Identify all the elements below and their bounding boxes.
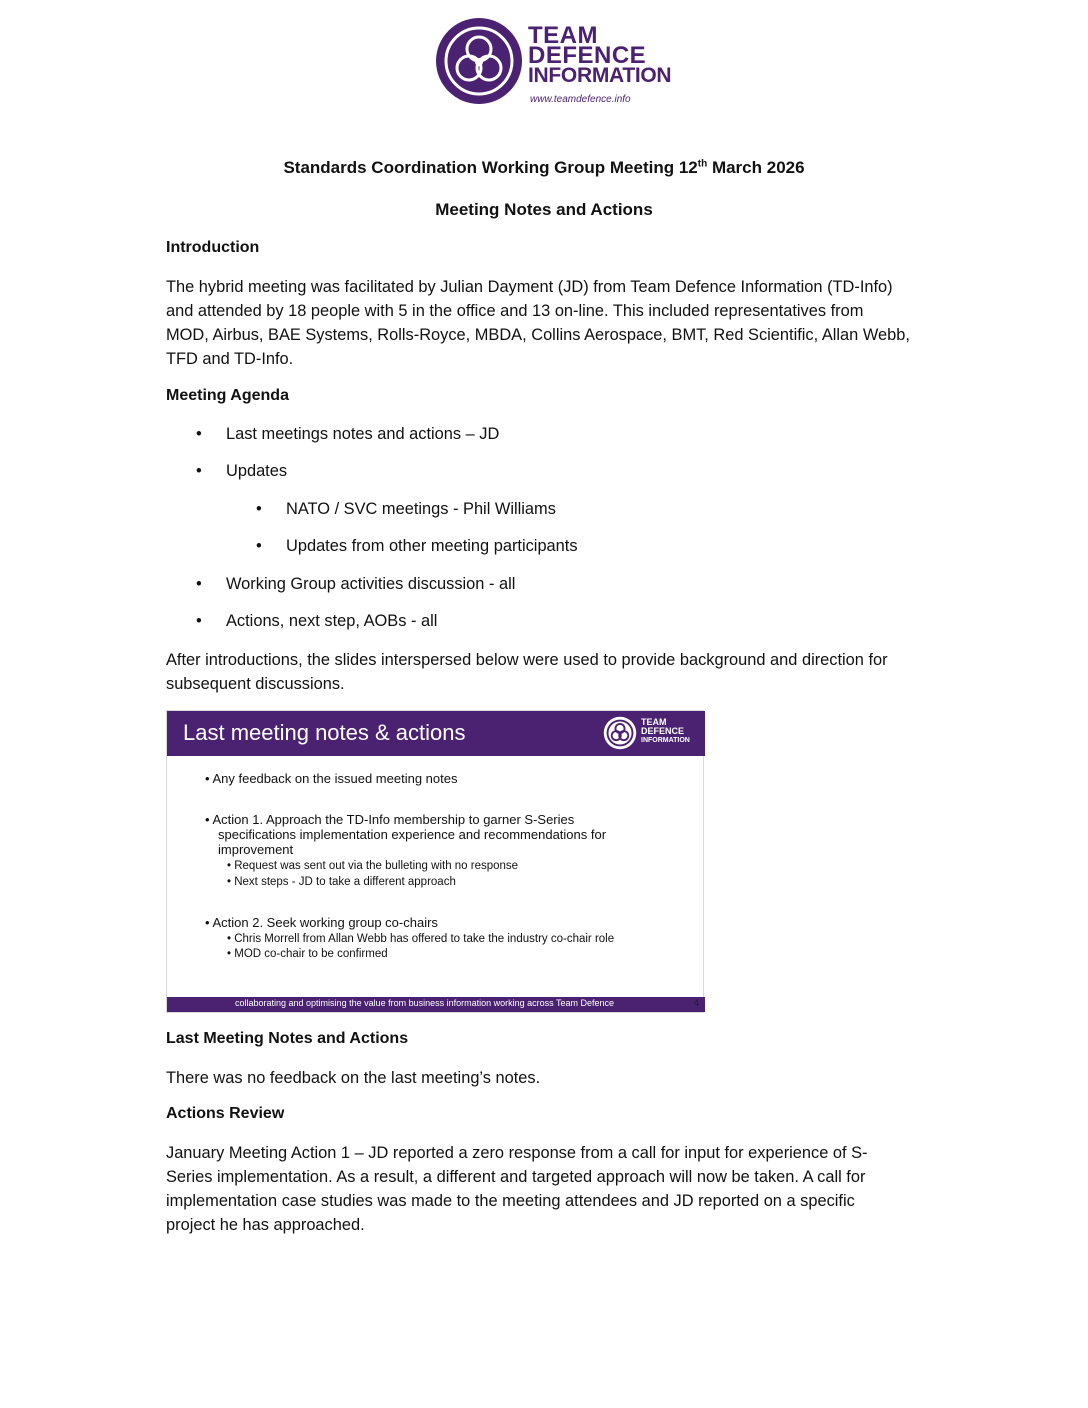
last-meeting-heading: Last Meeting Notes and Actions	[166, 1030, 409, 1047]
last-meeting-text: There was no feedback on the last meeting’s notes.	[166, 1069, 541, 1087]
agenda-item-text: Last meetings notes and actions – JD	[226, 425, 500, 443]
actions-review-heading: Actions Review	[166, 1105, 285, 1122]
slide-subbullet-text: MOD co-chair to be confirmed	[234, 948, 388, 960]
slide-header	[167, 711, 705, 756]
trefoil-logo-icon	[603, 716, 637, 750]
bullet-icon: •	[205, 771, 210, 786]
bullet-icon: •	[227, 948, 232, 960]
slide-footer-text: collaborating and optimising the value from business information working across Team Defence	[235, 998, 615, 1008]
bullet-icon: •	[196, 462, 202, 480]
paragraph-line: implementation case studies was made to the meeting attendees and JD reported on a specific	[166, 1192, 855, 1210]
bullet-icon: •	[227, 933, 232, 945]
introduction-paragraph	[166, 275, 926, 371]
bullet-icon: •	[205, 915, 210, 930]
slide-bullet-text: Any feedback on the issued meeting notes	[212, 771, 458, 786]
slide-bullet	[205, 812, 574, 827]
logo-line-2: DEFENCE	[528, 42, 647, 69]
agenda-item-text: NATO / SVC meetings - Phil Williams	[286, 500, 556, 518]
slide-title: Last meeting notes & actions	[183, 720, 466, 745]
logo-line-1: TEAM	[528, 22, 598, 49]
trefoil-logo-icon	[434, 16, 524, 106]
slide-page-number: 4	[693, 998, 699, 1008]
paragraph-line: Series implementation. As a result, a different and targeted approach will now be taken. A call for	[166, 1168, 866, 1186]
agenda-item-text: Actions, next step, AOBs - all	[226, 612, 438, 630]
slide-bullet-text: Action 2. Seek working group co-chairs	[212, 915, 438, 930]
bullet-icon: •	[227, 876, 232, 888]
slide-logo	[603, 715, 695, 751]
bullet-icon: •	[196, 425, 202, 443]
team-defence-logo	[434, 14, 672, 110]
agenda-item-text: Working Group activities discussion - all	[226, 575, 516, 593]
slide-bullet-continuation: improvement	[218, 842, 294, 857]
paragraph-line: subsequent discussions.	[166, 675, 345, 693]
slide-logo-line-1: TEAM	[641, 717, 667, 727]
introduction-line: MOD, Airbus, BAE Systems, Rolls-Royce, MBDA, Collins Aerospace, BMT, Red Scientific, Allan Webb,	[166, 326, 910, 344]
slide-subbullet	[227, 947, 388, 962]
paragraph-line: January Meeting Action 1 – JD reported a zero response from a call for input for experience of S-	[166, 1144, 868, 1162]
document-subtitle: Meeting Notes and Actions	[435, 200, 653, 219]
agenda-heading: Meeting Agenda	[166, 387, 289, 404]
logo-line-3: INFORMATION	[528, 64, 672, 87]
slide-logo-line-2: DEFENCE	[641, 726, 685, 736]
slide-bullet-continuation: specifications implementation experience and recommendations for	[218, 827, 607, 842]
slide-logo-wordmark	[641, 718, 690, 745]
introduction-line: and attended by 18 people with 5 in the office and 13 on-line. This included representatives from	[166, 302, 864, 320]
bullet-icon: •	[227, 860, 232, 872]
title-main: Standards Coordination Working Group Meeting 12	[283, 158, 698, 177]
slide-subbullet-text: Request was sent out via the bulleting with no response	[234, 860, 519, 872]
paragraph-line: project he has approached.	[166, 1216, 365, 1234]
agenda-item-text: Updates from other meeting participants	[286, 537, 578, 555]
slide-subbullet-text: Chris Morrell from Allan Webb has offered to take the industry co-chair role	[234, 933, 615, 945]
after-introductions-paragraph	[166, 648, 926, 696]
document-title	[0, 158, 1088, 178]
slide-subbullet-text: Next steps - JD to take a different approach	[234, 876, 456, 888]
slide-bullet	[205, 915, 438, 930]
logo-wordmark	[528, 22, 672, 87]
logo-url: www.teamdefence.info	[530, 94, 631, 105]
introduction-line: TFD and TD-Info.	[166, 350, 294, 368]
slide-subbullet	[227, 859, 518, 874]
slide-bullet-text: Action 1. Approach the TD-Info membership to garner S-Series	[212, 812, 575, 827]
bullet-icon: •	[196, 612, 202, 630]
slide-subbullet	[227, 875, 456, 890]
paragraph-line: After introductions, the slides interspersed below were used to provide background and direction for	[166, 651, 888, 669]
bullet-icon: •	[205, 812, 210, 827]
bullet-icon: •	[196, 575, 202, 593]
introduction-heading: Introduction	[166, 239, 260, 256]
title-superscript: th	[697, 158, 708, 170]
slide-subbullet	[227, 932, 614, 947]
agenda-item-text: Updates	[226, 462, 288, 480]
bullet-icon: •	[256, 537, 262, 555]
introduction-line: The hybrid meeting was facilitated by Julian Dayment (JD) from Team Defence Information (TD-Info)	[166, 278, 893, 296]
bullet-icon: •	[256, 500, 262, 518]
title-date-suffix: March 2026	[707, 158, 805, 177]
actions-review-paragraph	[166, 1141, 926, 1237]
slide-logo-line-3: INFORMATION	[641, 737, 690, 744]
embedded-slide	[166, 710, 704, 1013]
slide-footer	[167, 997, 705, 1012]
slide-bullet	[205, 771, 457, 786]
